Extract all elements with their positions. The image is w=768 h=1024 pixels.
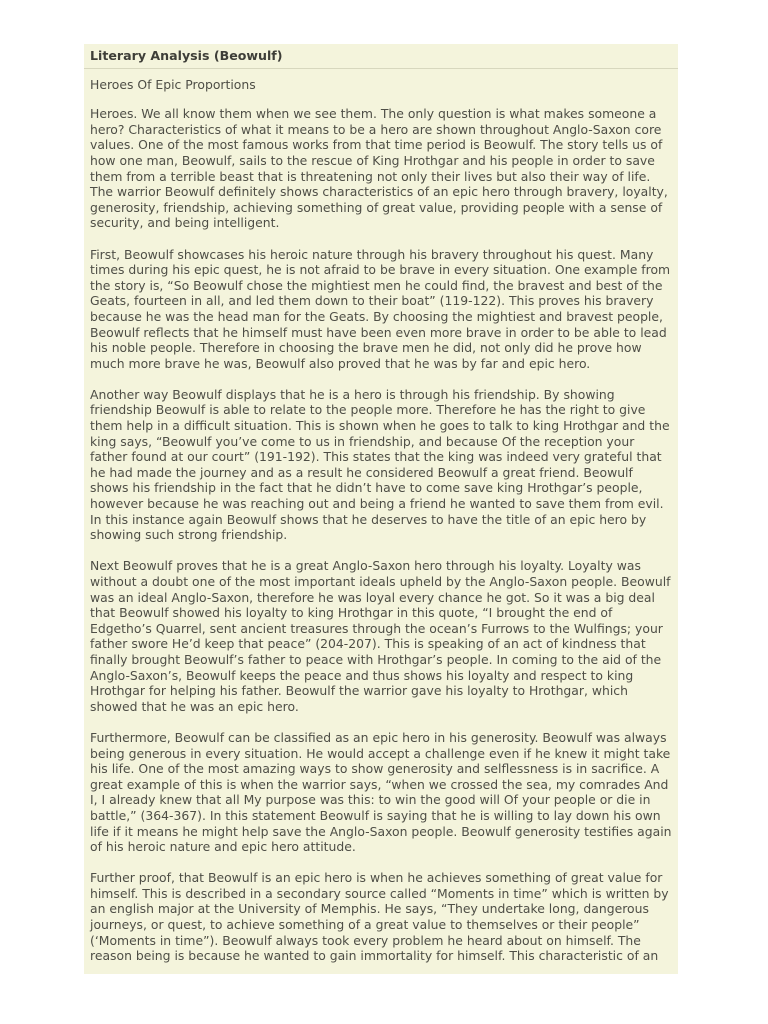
paragraph-bravery: First, Beowulf showcases his heroic nature through his bravery throughout his quest. Many times during his epic quest, he is not afraid to be brave in every situation. One example from the story is, “So Beowulf chose the mightiest men he could find, the bravest and best of the Geats, fourteen in all, and led them down to their boat” (119-122). This proves his bravery because he was the head man for the Geats. By choosing the mightiest and bravest people, Beowulf reflects that he himself must have been even more brave in order to be able to lead his noble people. Therefore in choosing the brave men he did, not only did he prove how much more brave he was, Beowulf also proved that he was by far and epic hero. [90, 246, 671, 371]
document-body [84, 92, 678, 964]
paragraph-friendship: Another way Beowulf displays that he is a hero is through his friendship. By showing friendship Beowulf is able to relate to the people more. Therefore he has the right to give them help in a difficult situation. This is shown when he goes to talk to king Hrothgar and the king says, “Beowulf you’ve come to us in friendship, and because Of the reception your father found at our court” (191-192). This states that the king was indeed very grateful that he had made the journey and as a result he considered Beowulf a great friend. Beowulf shows his friendship in the fact that he didn’t have to come save king Hrothgar’s people, however because he was reaching out and being a friend he wanted to save them from evil. In this instance again Beowulf shows that he deserves to have the title of an epic hero by showing such strong friendship. [90, 386, 670, 543]
document-title: Literary Analysis (Beowulf) [84, 44, 678, 69]
paragraph-intro: Heroes. We all know them when we see them. The only question is what makes someone a hero? Characteristics of what it means to be a hero are shown throughout Anglo-Saxon core values. One of the most famous works from that time period is Beowulf. The story tells us of how one man, Beowulf, sails to the rescue of King Hrothgar and his people in order to save them from a terrible beast that is threatening not only their lives but also their way of life. The warrior Beowulf definitely shows characteristics of an epic hero through bravery, loyalty, generosity, friendship, achieving something of great value, providing people with a sense of security, and being intelligent. [90, 106, 668, 231]
document-page [84, 44, 678, 974]
document-subtitle: Heroes Of Epic Proportions [90, 76, 256, 92]
paragraph-generosity: Furthermore, Beowulf can be classified as an epic hero in his generosity. Beowulf was always being generous in every situation. He would accept a challenge even if he knew it might take his life. One of the most amazing ways to show generosity and selflessness is in sacrifice. A great example of this is when the warrior says, “when we crossed the sea, my comrades And I, I already knew that all My purpose was this: to win the good will Of your people or die in battle,” (364-367). In this statement Beowulf is saying that he is willing to lay down his own life if it means he might help save the Anglo-Saxon people. Beowulf generosity testifies again of his heroic nature and epic hero attitude. [90, 729, 672, 855]
paragraph-achievement: Further proof, that Beowulf is an epic hero is when he achieves something of great value for himself. This is described in a secondary source called “Moments in time” which is written by an english major at the University of Memphis. He says, “They undertake long, dangerous journeys, or quest, to achieve something of a great value to themselves or their people” (‘Moments in time”). Beowulf always took every problem he heard about on himself. The reason being is because he wanted to gain immortality for himself. This characteristic of an [90, 870, 669, 964]
paragraph-loyalty: Next Beowulf proves that he is a great Anglo-Saxon hero through his loyalty. Loyalty was without a doubt one of the most important ideals upheld by the Anglo-Saxon people. Beowulf was an ideal Anglo-Saxon, therefore he was loyal every chance he got. So it was a big deal that Beowulf showed his loyalty to king Hrothgar in this quote, “I brought the end of Edgetho’s Quarrel, sent ancient treasures through the ocean’s Furrows to the Wulfings; your father swore He’d keep that peace” (204-207). This is speaking of an act of kindness that finally brought Beowulf’s father to peace with Hrothgar’s people. In coming to the aid of the Anglo-Saxon’s, Beowulf keeps the peace and thus shows his loyalty and respect to king Hrothgar for helping his father. Beowulf the warrior gave his loyalty to Hrothgar, which showed that he was an epic hero. [90, 558, 671, 714]
